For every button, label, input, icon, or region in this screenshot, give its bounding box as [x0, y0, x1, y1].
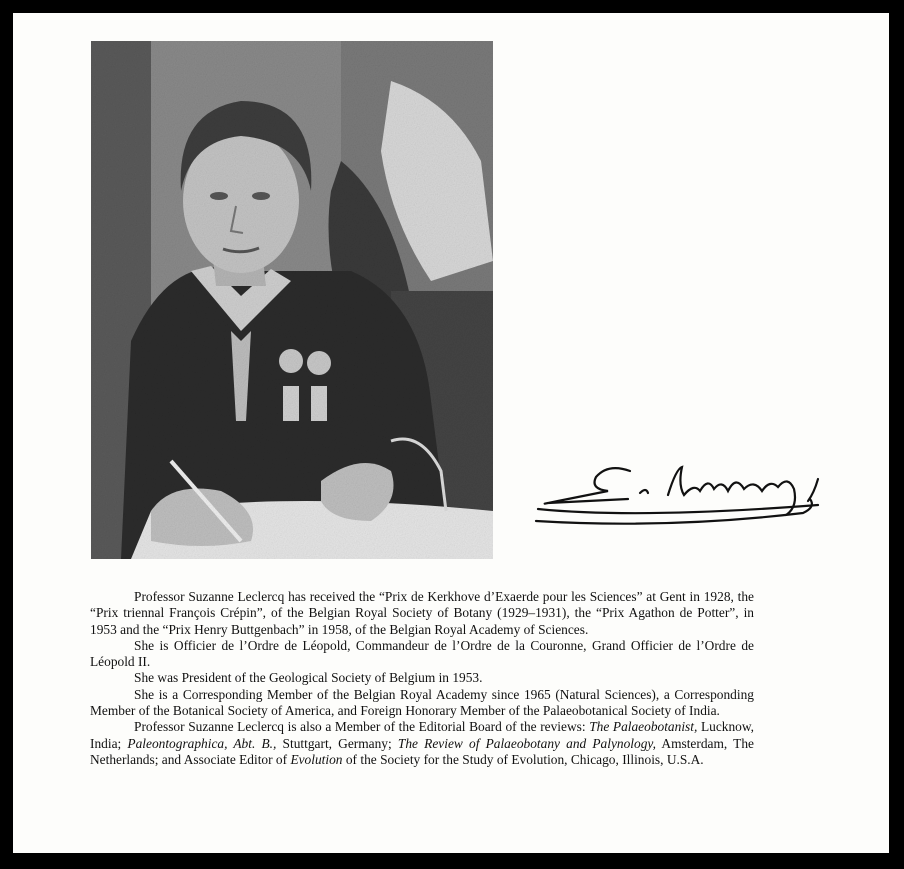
paragraph-orders: She is Officier de l’Ordre de Léopold, Commandeur de l’Ordre de la Couronne, Grand Officier de l’Ordre de Léopold II.	[90, 637, 754, 670]
journal-title: Evolution	[290, 751, 343, 767]
paragraph-president: She was President of the Geological Society of Belgium in 1953.	[134, 670, 483, 686]
journal-title: The Palaeobotanist,	[589, 719, 698, 735]
paragraph-memberships: She is a Corresponding Member of the Belgian Royal Academy since 1965 (Natural Sciences), a Corresponding Member of the Botanical Society of America, and Foreign Honorary Member of the Palaeobotanical Society of India.	[90, 686, 754, 719]
document-page	[13, 13, 889, 853]
journal-title: The Review of Palaeobotany and Palynology,	[397, 735, 656, 751]
portrait-photo	[91, 41, 493, 559]
text-span: Professor Suzanne Leclercq is also a Member of the Editorial Board of the reviews:	[134, 719, 590, 735]
text-span: Lucknow, India;	[90, 719, 754, 751]
paragraph-awards: Professor Suzanne Leclercq has received the “Prix de Kerkhove d’Exaerde pour les Sciences” at Gent in 1928, the “Prix triennal François Crépin”, of the Belgian Royal Society of Botany (1929–1931), the “Prix Agathon de Potter”, in 1953 and the “Prix Henry Buttgenbach” in 1958, of the Belgian Royal Academy of Sciences.	[90, 589, 754, 637]
text-span: Stuttgart, Germany;	[276, 735, 398, 751]
paragraph-editorial	[90, 719, 754, 768]
biography-text	[90, 589, 754, 768]
text-span: of the Society for the Study of Evolution, Chicago, Illinois, U.S.A.	[342, 751, 704, 767]
journal-title: Paleontographica, Abt. B.,	[127, 735, 277, 751]
portrait-image	[91, 41, 493, 559]
signature	[518, 449, 828, 529]
text-span: Amsterdam, The Netherlands; and Associate Editor of	[90, 735, 754, 767]
